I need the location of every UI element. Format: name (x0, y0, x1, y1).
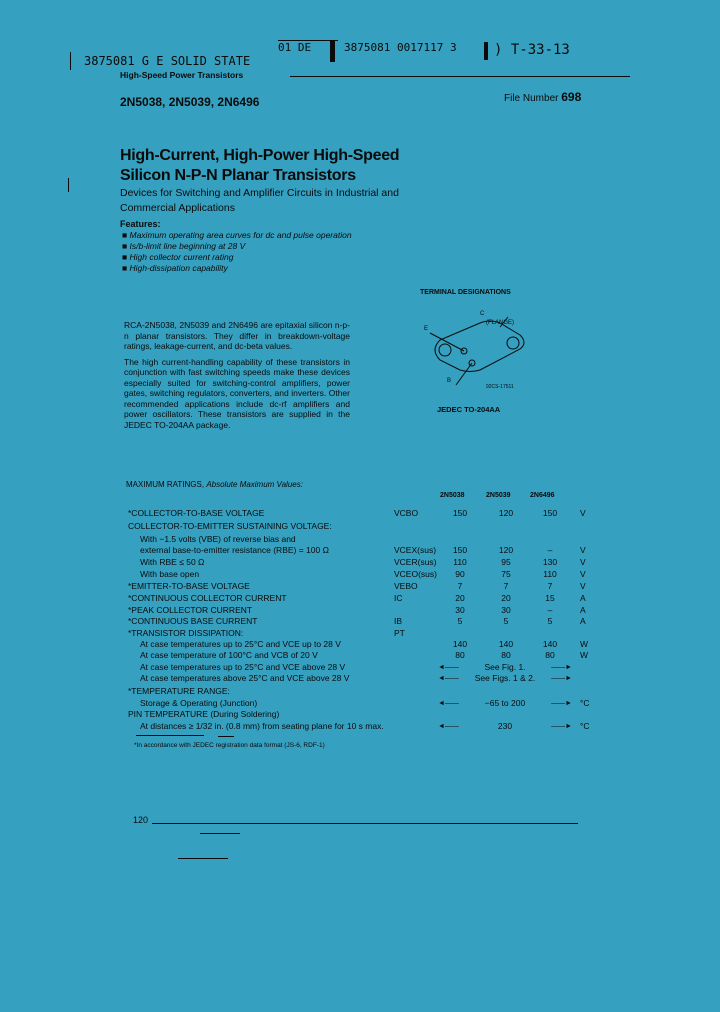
rating-label: PIN TEMPERATURE (During Soldering) (128, 709, 280, 719)
header-code-tail: ) T-33-13 (494, 42, 570, 58)
footnote-rule (218, 736, 234, 737)
rating-row (128, 673, 608, 684)
rating-value: 140 (542, 639, 558, 649)
rating-row (128, 650, 608, 661)
rating-symbol: IB (394, 616, 403, 626)
rating-row (128, 545, 608, 556)
rating-label: With −1.5 volts (VBE) of reverse bias and (140, 534, 296, 544)
terminal-flange-label: (FLANGE) (486, 320, 515, 326)
rating-label: At case temperatures above 25°C and VCE above 28 V (140, 673, 350, 683)
rating-row (128, 709, 608, 720)
rating-symbol: IC (394, 593, 403, 603)
header-rule (290, 76, 630, 77)
rating-row (128, 593, 608, 604)
margin-mark (70, 52, 71, 70)
rating-row (128, 557, 608, 568)
terminal-e-label: E (424, 326, 429, 332)
rating-span-value: ◄—— See Fig. 1. ——► (438, 662, 572, 673)
rating-value: 110 (543, 569, 557, 579)
rating-value: 20 (455, 593, 465, 603)
title-line-2: Silicon N-P-N Planar Transistors (120, 167, 356, 184)
rating-label: *COLLECTOR-TO-BASE VOLTAGE (128, 508, 265, 518)
rating-label: *CONTINUOUS COLLECTOR CURRENT (128, 593, 287, 603)
rating-row (128, 639, 608, 650)
rating-value: 5 (457, 616, 463, 626)
rating-value: 150 (452, 545, 468, 555)
rating-unit: A (580, 616, 586, 626)
page-number: 120 (133, 815, 149, 825)
rating-row (128, 581, 608, 592)
rating-row (128, 721, 608, 732)
terminal-b-label: B (447, 378, 452, 384)
rating-unit: W (580, 650, 589, 660)
feature-item: ■ Is/b-limit line beginning at 28 V (122, 241, 246, 251)
margin-mark (68, 178, 69, 192)
rating-value: 20 (501, 593, 511, 603)
part-numbers: 2N5038, 2N5039, 2N6496 (120, 95, 260, 109)
rating-row (128, 628, 608, 639)
rating-value: 5 (503, 616, 509, 626)
rating-symbol: VCEX(sus) (394, 545, 437, 555)
description (124, 320, 350, 430)
rating-value: 140 (452, 639, 468, 649)
rating-label: At case temperature of 100°C and VCB of 20 V (140, 650, 318, 660)
rating-unit: A (580, 605, 586, 615)
rating-unit: V (580, 557, 586, 567)
feature-item: ■ Maximum operating area curves for dc and pulse operation (122, 230, 352, 240)
rating-label: *CONTINUOUS BASE CURRENT (128, 616, 258, 626)
title-line-1: High-Current, High-Power High-Speed (120, 147, 400, 164)
rating-value: 140 (498, 639, 514, 649)
rating-label: At case temperatures up to 25°C and VCE up to 28 V (140, 639, 341, 649)
rating-label: Storage & Operating (Junction) (140, 698, 258, 708)
rating-label: *TRANSISTOR DISSIPATION: (128, 628, 244, 638)
to204aa-package-diagram (420, 315, 530, 395)
stamp-rule (278, 40, 338, 41)
rating-label: With RBE ≤ 50 Ω (140, 557, 205, 567)
rating-row (128, 508, 608, 519)
features-list (122, 230, 352, 274)
rating-row (128, 662, 608, 673)
rating-unit: °C (580, 698, 590, 708)
rating-value: 7 (547, 581, 553, 591)
rating-value: 150 (542, 508, 558, 518)
rating-unit: V (580, 545, 586, 555)
terminal-c-label: C (480, 311, 485, 317)
column-header: 2N6496 (530, 492, 555, 499)
terminal-heading: TERMINAL DESIGNATIONS (420, 289, 511, 296)
file-number (504, 90, 581, 104)
rating-symbol: VCER(sus) (394, 557, 437, 567)
rating-label: COLLECTOR-TO-EMITTER SUSTAINING VOLTAGE: (128, 521, 332, 531)
rating-value: 5 (547, 616, 553, 626)
rating-label: *EMITTER-TO-BASE VOLTAGE (128, 581, 250, 591)
rating-value: 120 (498, 545, 514, 555)
stamp-bar (330, 40, 335, 62)
rating-value: 130 (542, 557, 558, 567)
footer-rule (152, 823, 578, 824)
rating-label: At case temperatures up to 25°C and VCE above 28 V (140, 662, 346, 672)
rating-label: *PEAK COLLECTOR CURRENT (128, 605, 253, 615)
figure-code: 92CS-17511 (486, 384, 514, 390)
rating-unit: W (580, 639, 589, 649)
rating-value: – (547, 545, 553, 555)
rating-unit: °C (580, 721, 590, 731)
ratings-heading: MAXIMUM RATINGS, Absolute Maximum Values: (126, 480, 303, 489)
feature-item: ■ High-dissipation capability (122, 263, 228, 273)
rating-row (128, 534, 608, 545)
rating-value: 90 (455, 569, 465, 579)
rating-value: 7 (457, 581, 463, 591)
rating-label: With base open (140, 569, 200, 579)
rating-value: 95 (501, 557, 511, 567)
rating-symbol: VCBO (394, 508, 419, 518)
rating-label: *TEMPERATURE RANGE: (128, 686, 230, 696)
rating-value: 80 (455, 650, 465, 660)
header-stamp: 01 DE (278, 41, 312, 54)
column-header: 2N5038 (440, 492, 465, 499)
rating-row (128, 569, 608, 580)
rating-label: external base-to-emitter resistance (RBE) = 100 Ω (140, 545, 329, 555)
rating-span-value: ◄—— See Figs. 1 & 2. ——► (438, 673, 572, 684)
description-paragraph: RCA-2N5038, 2N5039 and 2N6496 are epitaxial silicon n-p-n planar transistors. They differ in breakdown-voltage ratings, leakage-current, and dc-beta values. (124, 320, 350, 351)
rating-symbol: PT (394, 628, 405, 638)
rating-value: 15 (545, 593, 555, 603)
column-header: 2N5039 (486, 492, 511, 499)
rating-value: 110 (453, 557, 467, 567)
rating-value: – (547, 605, 553, 615)
rating-row (128, 686, 608, 697)
features-heading: Features: (120, 219, 161, 229)
footer-rule (178, 858, 228, 859)
rating-value: 120 (498, 508, 514, 518)
rating-row (128, 605, 608, 616)
rating-row (128, 521, 608, 532)
rating-row (128, 698, 608, 709)
rating-value: 80 (501, 650, 511, 660)
subtitle: Devices for Switching and Amplifier Circuits in Industrial and Commercial Applications (120, 187, 399, 214)
header-code-right: 3875081 0017117 3 (344, 41, 457, 54)
rating-span-value: ◄—— −65 to 200 ——► (438, 698, 572, 709)
description-paragraph: The high current-handling capability of these transistors in conjunction with fast switching speeds make these devices especially suited for switching-control amplifiers, power gates, switching regulators, converters, and inverters. Other recommended applications include dc-rf amplifiers and power oscillators. These transistors are supplied in the JEDEC TO-204AA package. (124, 356, 350, 430)
footer-rule (200, 833, 240, 834)
header-code-left: 3875081 G E SOLID STATE (84, 54, 251, 68)
rating-value: 80 (545, 650, 555, 660)
rating-unit: A (580, 593, 586, 603)
feature-item: ■ High collector current rating (122, 252, 234, 262)
rating-unit: V (580, 581, 586, 591)
rating-unit: V (580, 569, 586, 579)
file-number-label: File Number (504, 93, 559, 104)
file-number-value: 698 (561, 90, 582, 104)
package-label: JEDEC TO-204AA (437, 405, 501, 414)
category-label: High-Speed Power Transistors (120, 70, 244, 80)
rating-span-value: ◄—— 230 ——► (438, 721, 572, 732)
rating-value: 150 (452, 508, 468, 518)
rating-value: 30 (455, 605, 465, 615)
rating-value: 7 (503, 581, 509, 591)
rating-unit: V (580, 508, 586, 518)
rating-symbol: VEBO (394, 581, 418, 591)
stamp-bar-2 (484, 42, 488, 60)
footnote: *In accordance with JEDEC registration data format (JS-6, RDF-1) (134, 742, 325, 749)
rating-value: 75 (501, 569, 511, 579)
footnote-rule (136, 735, 204, 736)
rating-symbol: VCEO(sus) (394, 569, 437, 579)
rating-row (128, 616, 608, 627)
rating-label: At distances ≥ 1/32 in. (0.8 mm) from seating plane for 10 s max. (140, 721, 384, 731)
rating-value: 30 (501, 605, 511, 615)
